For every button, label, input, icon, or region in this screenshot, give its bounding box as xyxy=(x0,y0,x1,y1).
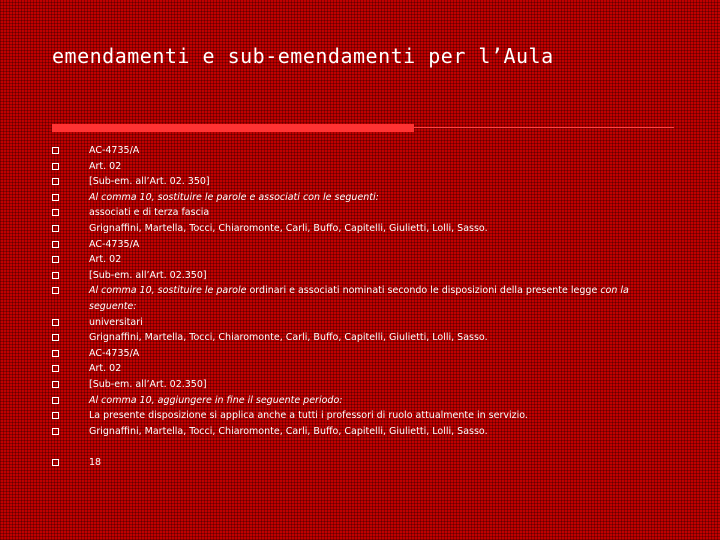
page-number: 18 xyxy=(89,457,102,469)
list-item-page-number xyxy=(52,455,672,471)
list-item xyxy=(52,315,672,331)
list-item xyxy=(52,252,672,268)
list-item-text: Grignaffini, Martella, Tocci, Chiaromonte, Carli, Buffo, Capitelli, Giulietti, Lolli, Sasso. xyxy=(89,332,488,344)
list-item-text: [Sub-em. all’Art. 02. 350] xyxy=(89,176,210,188)
square-bullet-icon xyxy=(52,350,59,357)
square-bullet-icon xyxy=(52,147,59,154)
list-item-text: ordinari e associati nominati secondo le disposizioni della presente legge xyxy=(246,285,601,297)
list-item xyxy=(52,221,672,237)
square-bullet-icon xyxy=(52,256,59,263)
list-item-text: AC-4735/A xyxy=(89,145,140,156)
square-bullet-icon xyxy=(52,272,59,279)
list-item-text: Art. 02 xyxy=(89,363,122,375)
list-item-text: [Sub-em. all’Art. 02.350] xyxy=(89,269,207,281)
square-bullet-icon xyxy=(52,428,59,435)
list-item-text: Al comma 10, aggiungere in fine il seguente periodo: xyxy=(89,394,343,406)
list-item xyxy=(52,159,672,175)
list-item-text: associati e di terza fascia xyxy=(89,207,210,219)
square-bullet-icon xyxy=(52,178,59,185)
list-item-text-italic: con la seguente: xyxy=(89,285,629,312)
list-item-text: universitari xyxy=(89,316,143,328)
list-item-text: Grignaffini, Martella, Tocci, Chiaromonte, Carli, Buffo, Capitelli, Giulietti, Lolli, Sasso. xyxy=(89,425,488,437)
square-bullet-icon xyxy=(52,163,59,170)
list-item xyxy=(52,190,672,206)
square-bullet-icon xyxy=(52,412,59,419)
list-item xyxy=(52,143,672,159)
list-item xyxy=(52,361,672,377)
slide-title: emendamenti e sub-emendamenti per l’Aula xyxy=(52,44,554,68)
list-item-text: Art. 02 xyxy=(89,254,122,266)
list-item xyxy=(52,393,672,409)
list-item xyxy=(52,408,672,424)
list-item xyxy=(52,283,672,314)
square-bullet-icon xyxy=(52,365,59,372)
list-item-text: Art. 02 xyxy=(89,160,122,172)
list-item xyxy=(52,377,672,393)
square-bullet-icon xyxy=(52,319,59,326)
list-item xyxy=(52,237,672,253)
list-item-text: Al comma 10, sostituire le parole e associati con le seguenti: xyxy=(89,191,379,203)
square-bullet-icon xyxy=(52,381,59,388)
list-item-text: Grignaffini, Martella, Tocci, Chiaromonte, Carli, Buffo, Capitelli, Giulietti, Lolli, Sasso. xyxy=(89,222,488,234)
list-item-text: AC-4735/A xyxy=(89,347,140,359)
list-item xyxy=(52,268,672,284)
list-item xyxy=(52,346,672,362)
title-underline-accent xyxy=(52,124,414,132)
square-bullet-icon xyxy=(52,334,59,341)
square-bullet-icon xyxy=(52,459,59,466)
square-bullet-icon xyxy=(52,241,59,248)
list-item-text: AC-4735/A xyxy=(89,238,140,250)
square-bullet-icon xyxy=(52,194,59,201)
square-bullet-icon xyxy=(52,225,59,232)
list-item xyxy=(52,205,672,221)
list-item-text-italic: Al comma 10, sostituire le parole xyxy=(89,285,247,297)
square-bullet-icon xyxy=(52,209,59,216)
square-bullet-icon xyxy=(52,287,59,294)
list-item xyxy=(52,174,672,190)
list-item xyxy=(52,330,672,346)
list-item xyxy=(52,424,672,440)
list-item-text: La presente disposizione si applica anche a tutti i professori di ruolo attualmente in servizio. xyxy=(89,410,528,422)
amendment-list xyxy=(52,143,672,471)
list-item-text: [Sub-em. all’Art. 02.350] xyxy=(89,378,207,390)
square-bullet-icon xyxy=(52,397,59,404)
title-underline-line xyxy=(414,127,674,128)
